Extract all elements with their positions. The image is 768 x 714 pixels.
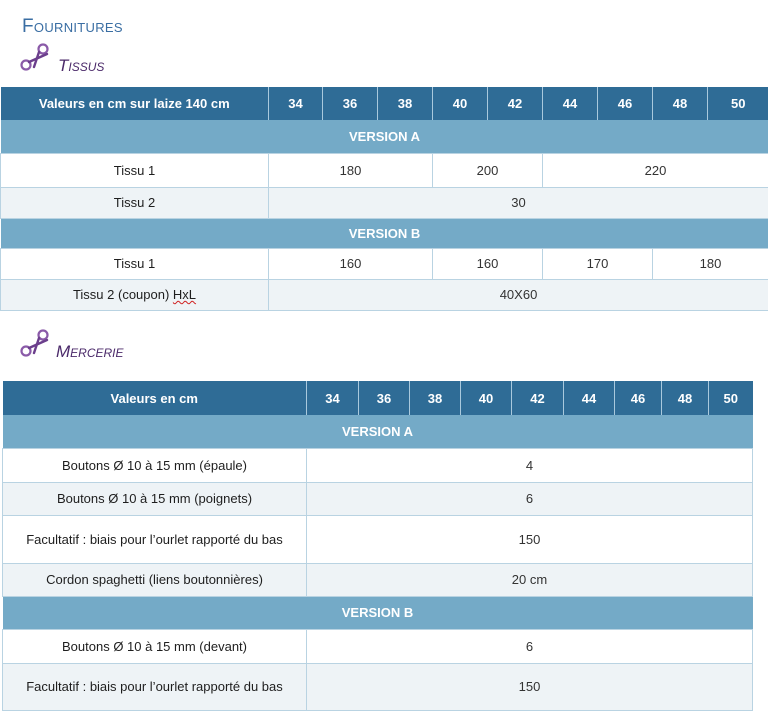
tissu2-value: 30 [269,187,768,218]
tissu1-value-44-50: 220 [543,153,768,187]
version-a-label: VERSION A [1,120,768,153]
item-value: 4 [307,448,753,482]
version-b-label: VERSION B [1,218,768,248]
table-row [1,279,768,310]
tissus-table [0,87,768,311]
size-44: 44 [543,87,598,120]
item-value: 150 [307,663,753,710]
tissus-header-row [1,87,768,120]
item-label: Facultatif : biais pour l’ourlet rapporté du bas [3,515,307,563]
size-42: 42 [512,381,564,415]
scissors-icon [20,42,54,72]
mercerie-header-row [3,381,753,415]
size-50: 50 [708,87,768,120]
size-44: 44 [564,381,615,415]
item-value: 20 cm [307,563,753,596]
table-row [3,448,753,482]
mercerie-heading: Mercerie [56,342,124,361]
size-50: 50 [709,381,753,415]
table-row [3,515,753,563]
tissu1-value-34-38: 160 [269,248,433,279]
mercerie-table [2,381,753,711]
mercerie-header-label: Valeurs en cm [3,381,307,415]
version-a-label: VERSION A [3,415,753,448]
item-label: Boutons Ø 10 à 15 mm (devant) [3,629,307,663]
tissu1-label: Tissu 1 [1,248,269,279]
version-b-label: VERSION B [3,596,753,629]
scissors-icon [20,328,54,358]
size-38: 38 [410,381,461,415]
size-48: 48 [662,381,709,415]
table-row [3,629,753,663]
size-46: 46 [615,381,662,415]
item-value: 6 [307,482,753,515]
size-36: 36 [359,381,410,415]
size-34: 34 [269,87,323,120]
size-48: 48 [653,87,708,120]
mercerie-version-b-row [3,596,753,629]
table-row [1,248,768,279]
tissu2-label: Tissu 2 [1,187,269,218]
size-42: 42 [488,87,543,120]
tissus-version-a-row [1,120,768,153]
item-value: 6 [307,629,753,663]
table-row [1,187,768,218]
item-value: 150 [307,515,753,563]
size-38: 38 [378,87,433,120]
tissu2-coupon-label [1,279,269,310]
table-row [1,153,768,187]
item-label: Boutons Ø 10 à 15 mm (poignets) [3,482,307,515]
size-40: 40 [461,381,512,415]
size-34: 34 [307,381,359,415]
size-36: 36 [323,87,378,120]
tissu1-value-48-50: 180 [653,248,768,279]
tissu1-value-34-38: 180 [269,153,433,187]
tissus-header-label: Valeurs en cm sur laize 140 cm [1,87,269,120]
tissus-version-b-row [1,218,768,248]
tissu1-value-40-42: 160 [433,248,543,279]
tissu1-value-40-42: 200 [433,153,543,187]
item-label: Boutons Ø 10 à 15 mm (épaule) [3,448,307,482]
tissu2-coupon-value: 40X60 [269,279,768,310]
tissu2-coupon-text: Tissu 2 (coupon) [72,287,173,302]
item-label: Facultatif : biais pour l’ourlet rapporté du bas [3,663,307,710]
tissu1-value-44-46: 170 [543,248,653,279]
page-title: Fournitures [22,16,123,37]
tissus-heading: Tissus [58,56,105,75]
size-40: 40 [433,87,488,120]
item-label: Cordon spaghetti (liens boutonnières) [3,563,307,596]
tissu1-label: Tissu 1 [1,153,269,187]
tissu2-dimension-text: HxL [172,287,197,302]
table-row [3,563,753,596]
mercerie-version-a-row [3,415,753,448]
size-46: 46 [598,87,653,120]
table-row [3,482,753,515]
table-row [3,663,753,710]
